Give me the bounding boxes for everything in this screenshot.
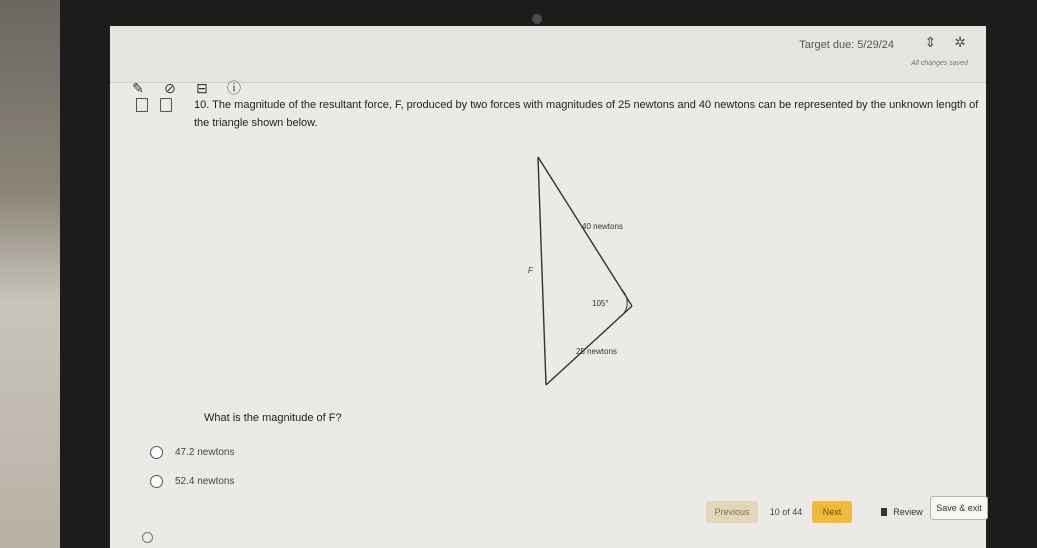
question-number: 10. <box>194 99 210 111</box>
question-text <box>194 96 984 132</box>
info-icon[interactable]: ⓘ <box>227 80 241 96</box>
bookmark-icon <box>881 508 887 516</box>
previous-button[interactable]: Previous <box>706 501 758 523</box>
label-angle: 105° <box>592 299 609 308</box>
calculator-icon[interactable]: ⊟ <box>196 79 208 96</box>
triangle-diagram <box>528 153 652 393</box>
side-25 <box>546 306 632 385</box>
choice-label: 47.2 newtons <box>175 447 235 458</box>
side-f <box>538 157 546 385</box>
radio-button[interactable] <box>150 475 163 488</box>
webcam <box>532 14 542 24</box>
saved-status: All changes saved <box>911 60 968 67</box>
review-label: Review <box>893 507 923 517</box>
save-exit-button[interactable]: Save & exit <box>930 496 988 520</box>
question-counter: 10 of 44 <box>769 507 803 517</box>
choice-a[interactable] <box>150 446 235 459</box>
gear-icon[interactable]: ✲ <box>954 34 966 50</box>
label-f: F <box>528 266 533 275</box>
review-button[interactable] <box>870 501 934 523</box>
choice-b[interactable] <box>150 475 235 488</box>
top-icons <box>925 34 966 51</box>
target-due: Target due: 5/29/24 <box>799 39 894 51</box>
label-40-newtons: 40 newtons <box>582 222 623 231</box>
quiz-screen <box>110 26 986 548</box>
tool-bar <box>130 80 242 96</box>
bookmark-icon[interactable] <box>136 98 148 112</box>
question-body: The magnitude of the resultant force, F, produced by two forces with magnitudes of 25 newtons and 40 newtons can be represented by the unknown length of the triangle shown below. <box>194 99 979 129</box>
expand-icon[interactable]: ⇕ <box>924 34 937 50</box>
choice-label: 52.4 newtons <box>175 476 235 487</box>
top-bar <box>110 26 986 83</box>
clock-icon[interactable] <box>142 532 153 543</box>
next-button[interactable]: Next <box>812 501 852 523</box>
side-40 <box>538 157 632 306</box>
pencil-icon[interactable]: ✎ <box>132 79 144 96</box>
nav-bar <box>110 494 986 548</box>
radio-button[interactable] <box>150 446 163 459</box>
flag-icon[interactable] <box>160 98 172 112</box>
question-prompt: What is the magnitude of F? <box>204 412 342 424</box>
eliminator-icon[interactable]: ⊘ <box>164 79 176 96</box>
label-25-newtons: 25 newtons <box>576 347 617 356</box>
